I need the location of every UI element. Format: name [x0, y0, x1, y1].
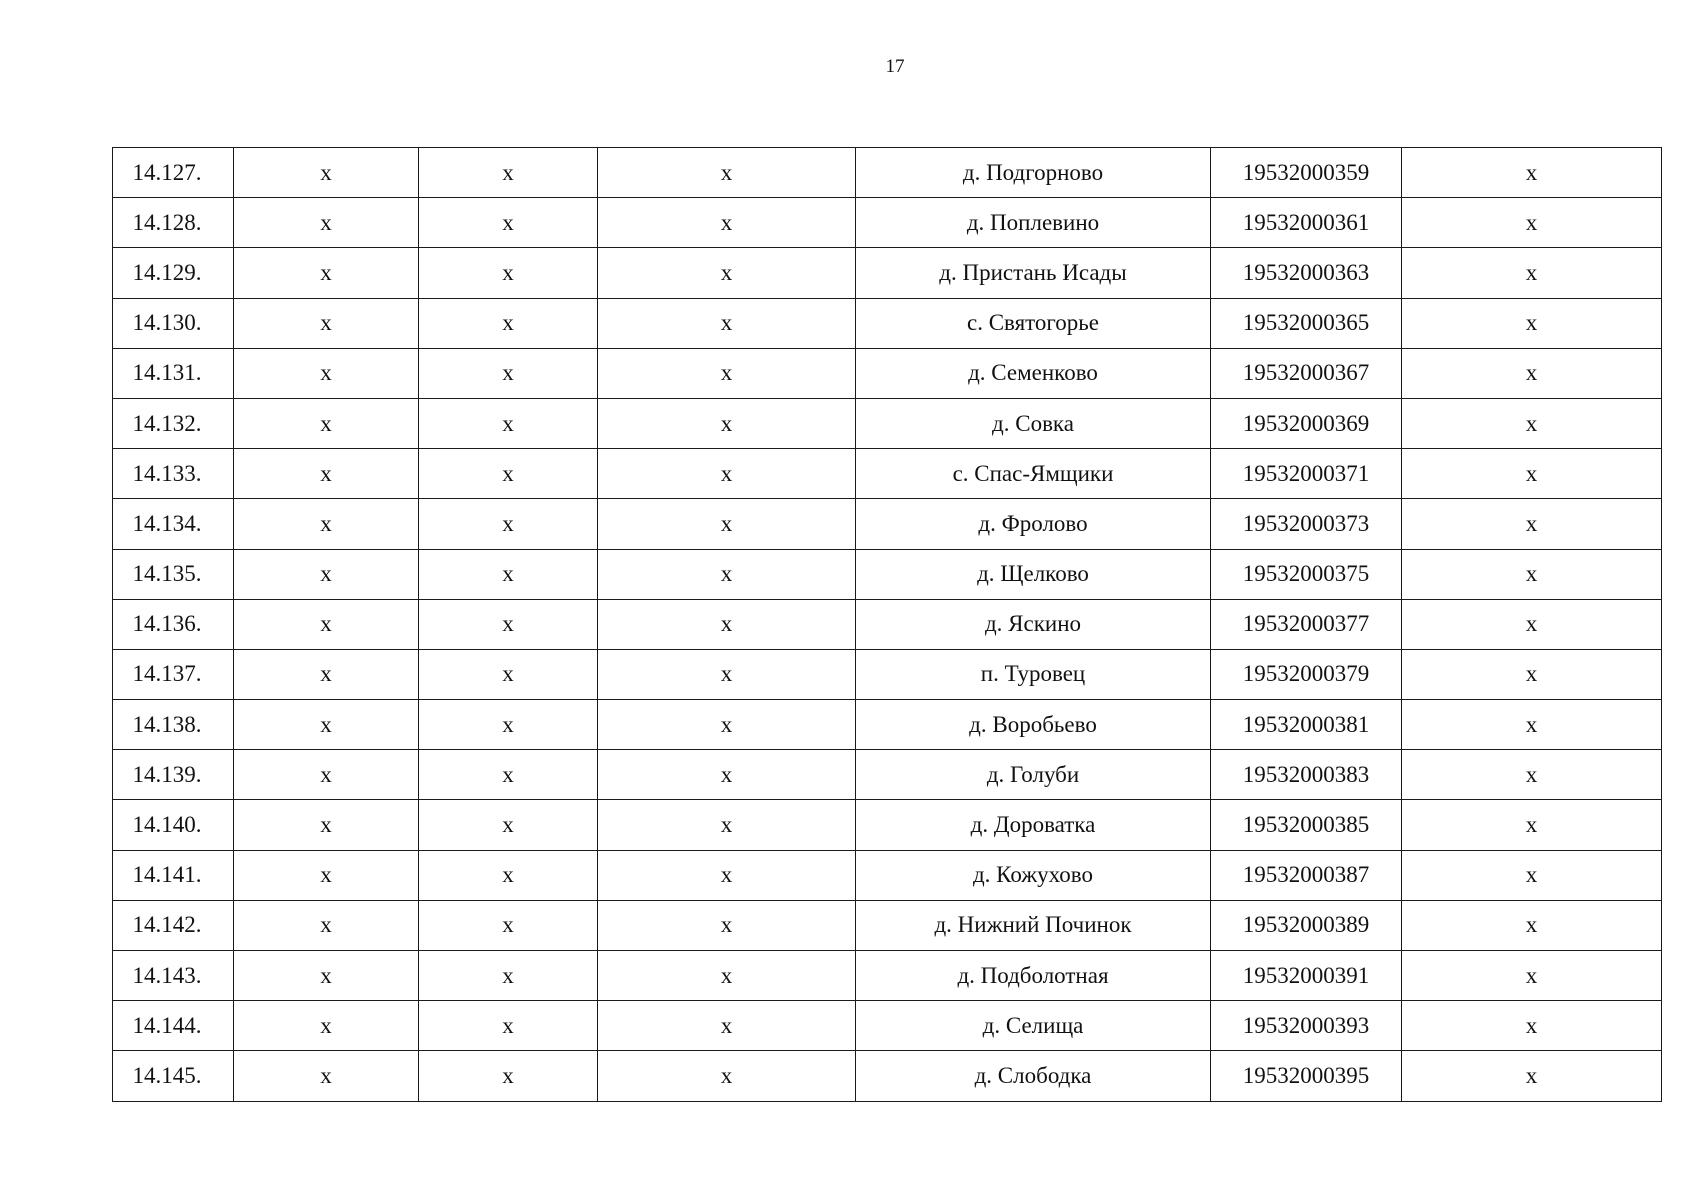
registry-table: [112, 147, 1662, 1102]
oktmo-code-cell: 19532000359: [1211, 148, 1402, 198]
cell-x-col3: х: [419, 398, 598, 448]
settlement-name-cell: д. Фролово: [856, 499, 1211, 549]
cell-x-col7: х: [1402, 850, 1662, 900]
cell-x-col7: х: [1402, 951, 1662, 1001]
table-row: [113, 449, 1662, 499]
cell-x-col3: х: [419, 198, 598, 248]
oktmo-code-cell: 19532000367: [1211, 348, 1402, 398]
settlement-name-cell: д. Подгорново: [856, 148, 1211, 198]
settlement-name-cell: д. Дороватка: [856, 800, 1211, 850]
cell-x-col2: х: [234, 750, 419, 800]
cell-x-col2: х: [234, 1001, 419, 1051]
cell-x-col3: х: [419, 148, 598, 198]
cell-x-col2: х: [234, 951, 419, 1001]
cell-x-col2: х: [234, 549, 419, 599]
oktmo-code-cell: 19532000385: [1211, 800, 1402, 850]
table-row: [113, 900, 1662, 950]
table-row: [113, 700, 1662, 750]
cell-x-col4: х: [598, 198, 856, 248]
cell-x-col4: х: [598, 449, 856, 499]
row-number-cell: 14.138.: [113, 700, 234, 750]
table-row: [113, 549, 1662, 599]
cell-x-col2: х: [234, 1051, 419, 1101]
cell-x-col2: х: [234, 248, 419, 298]
oktmo-code-cell: 19532000395: [1211, 1051, 1402, 1101]
settlement-name-cell: д. Поплевино: [856, 198, 1211, 248]
cell-x-col4: х: [598, 398, 856, 448]
table-row: [113, 850, 1662, 900]
row-number-cell: 14.130.: [113, 298, 234, 348]
cell-x-col7: х: [1402, 599, 1662, 649]
settlement-name-cell: с. Спас-Ямщики: [856, 449, 1211, 499]
cell-x-col3: х: [419, 549, 598, 599]
cell-x-col3: х: [419, 850, 598, 900]
cell-x-col2: х: [234, 649, 419, 699]
oktmo-code-cell: 19532000389: [1211, 900, 1402, 950]
row-number-cell: 14.134.: [113, 499, 234, 549]
row-number-cell: 14.137.: [113, 649, 234, 699]
settlement-name-cell: д. Яскино: [856, 599, 1211, 649]
row-number-cell: 14.145.: [113, 1051, 234, 1101]
cell-x-col7: х: [1402, 148, 1662, 198]
table-row: [113, 599, 1662, 649]
settlement-name-cell: д. Голуби: [856, 750, 1211, 800]
cell-x-col7: х: [1402, 398, 1662, 448]
table-row: [113, 398, 1662, 448]
cell-x-col7: х: [1402, 1001, 1662, 1051]
cell-x-col7: х: [1402, 248, 1662, 298]
cell-x-col4: х: [598, 499, 856, 549]
cell-x-col3: х: [419, 800, 598, 850]
settlement-name-cell: д. Пристань Исады: [856, 248, 1211, 298]
cell-x-col4: х: [598, 248, 856, 298]
cell-x-col4: х: [598, 750, 856, 800]
table-row: [113, 148, 1662, 198]
cell-x-col3: х: [419, 750, 598, 800]
cell-x-col4: х: [598, 1051, 856, 1101]
row-number-cell: 14.142.: [113, 900, 234, 950]
row-number-cell: 14.140.: [113, 800, 234, 850]
cell-x-col3: х: [419, 900, 598, 950]
row-number-cell: 14.129.: [113, 248, 234, 298]
row-number-cell: 14.127.: [113, 148, 234, 198]
table-row: [113, 649, 1662, 699]
cell-x-col4: х: [598, 298, 856, 348]
cell-x-col4: х: [598, 599, 856, 649]
cell-x-col4: х: [598, 148, 856, 198]
cell-x-col3: х: [419, 499, 598, 549]
oktmo-code-cell: 19532000387: [1211, 850, 1402, 900]
cell-x-col3: х: [419, 298, 598, 348]
settlement-name-cell: с. Святогорье: [856, 298, 1211, 348]
settlement-name-cell: д. Семенково: [856, 348, 1211, 398]
cell-x-col3: х: [419, 449, 598, 499]
row-number-cell: 14.144.: [113, 1001, 234, 1051]
cell-x-col2: х: [234, 800, 419, 850]
cell-x-col4: х: [598, 348, 856, 398]
cell-x-col7: х: [1402, 298, 1662, 348]
cell-x-col2: х: [234, 900, 419, 950]
row-number-cell: 14.135.: [113, 549, 234, 599]
oktmo-code-cell: 19532000391: [1211, 951, 1402, 1001]
row-number-cell: 14.133.: [113, 449, 234, 499]
cell-x-col4: х: [598, 649, 856, 699]
cell-x-col4: х: [598, 850, 856, 900]
cell-x-col7: х: [1402, 348, 1662, 398]
cell-x-col3: х: [419, 1001, 598, 1051]
cell-x-col2: х: [234, 499, 419, 549]
table-row: [113, 951, 1662, 1001]
table-row: [113, 298, 1662, 348]
cell-x-col2: х: [234, 599, 419, 649]
cell-x-col3: х: [419, 649, 598, 699]
cell-x-col4: х: [598, 951, 856, 1001]
row-number-cell: 14.128.: [113, 198, 234, 248]
settlement-name-cell: д. Нижний Починок: [856, 900, 1211, 950]
row-number-cell: 14.143.: [113, 951, 234, 1001]
row-number-cell: 14.131.: [113, 348, 234, 398]
oktmo-code-cell: 19532000383: [1211, 750, 1402, 800]
table-row: [113, 348, 1662, 398]
cell-x-col2: х: [234, 850, 419, 900]
table-row: [113, 248, 1662, 298]
cell-x-col3: х: [419, 248, 598, 298]
oktmo-code-cell: 19532000381: [1211, 700, 1402, 750]
cell-x-col3: х: [419, 951, 598, 1001]
settlement-name-cell: п. Туровец: [856, 649, 1211, 699]
cell-x-col3: х: [419, 348, 598, 398]
page-number: 17: [885, 56, 905, 77]
cell-x-col3: х: [419, 700, 598, 750]
oktmo-code-cell: 19532000363: [1211, 248, 1402, 298]
oktmo-code-cell: 19532000393: [1211, 1001, 1402, 1051]
settlement-name-cell: д. Совка: [856, 398, 1211, 448]
oktmo-code-cell: 19532000377: [1211, 599, 1402, 649]
row-number-cell: 14.136.: [113, 599, 234, 649]
cell-x-col3: х: [419, 599, 598, 649]
table-row: [113, 499, 1662, 549]
cell-x-col7: х: [1402, 449, 1662, 499]
row-number-cell: 14.139.: [113, 750, 234, 800]
settlement-name-cell: д. Слободка: [856, 1051, 1211, 1101]
cell-x-col2: х: [234, 198, 419, 248]
settlement-name-cell: д. Кожухово: [856, 850, 1211, 900]
oktmo-code-cell: 19532000361: [1211, 198, 1402, 248]
cell-x-col4: х: [598, 800, 856, 850]
cell-x-col2: х: [234, 148, 419, 198]
settlement-name-cell: д. Подболотная: [856, 951, 1211, 1001]
oktmo-code-cell: 19532000379: [1211, 649, 1402, 699]
table-row: [113, 800, 1662, 850]
cell-x-col2: х: [234, 398, 419, 448]
row-number-cell: 14.132.: [113, 398, 234, 448]
oktmo-code-cell: 19532000365: [1211, 298, 1402, 348]
table-row: [113, 1051, 1662, 1101]
table-row: [113, 198, 1662, 248]
cell-x-col7: х: [1402, 499, 1662, 549]
oktmo-code-cell: 19532000371: [1211, 449, 1402, 499]
cell-x-col7: х: [1402, 649, 1662, 699]
cell-x-col7: х: [1402, 700, 1662, 750]
registry-table-body: [113, 148, 1662, 1102]
cell-x-col7: х: [1402, 1051, 1662, 1101]
cell-x-col2: х: [234, 700, 419, 750]
table-row: [113, 1001, 1662, 1051]
cell-x-col7: х: [1402, 800, 1662, 850]
cell-x-col2: х: [234, 348, 419, 398]
cell-x-col4: х: [598, 700, 856, 750]
row-number-cell: 14.141.: [113, 850, 234, 900]
cell-x-col3: х: [419, 1051, 598, 1101]
cell-x-col4: х: [598, 900, 856, 950]
table-row: [113, 750, 1662, 800]
cell-x-col7: х: [1402, 198, 1662, 248]
settlement-name-cell: д. Воробьево: [856, 700, 1211, 750]
settlement-name-cell: д. Щелково: [856, 549, 1211, 599]
cell-x-col2: х: [234, 298, 419, 348]
cell-x-col2: х: [234, 449, 419, 499]
cell-x-col4: х: [598, 1001, 856, 1051]
cell-x-col4: х: [598, 549, 856, 599]
cell-x-col7: х: [1402, 750, 1662, 800]
oktmo-code-cell: 19532000375: [1211, 549, 1402, 599]
cell-x-col7: х: [1402, 900, 1662, 950]
oktmo-code-cell: 19532000369: [1211, 398, 1402, 448]
cell-x-col7: х: [1402, 549, 1662, 599]
settlement-name-cell: д. Селища: [856, 1001, 1211, 1051]
oktmo-code-cell: 19532000373: [1211, 499, 1402, 549]
